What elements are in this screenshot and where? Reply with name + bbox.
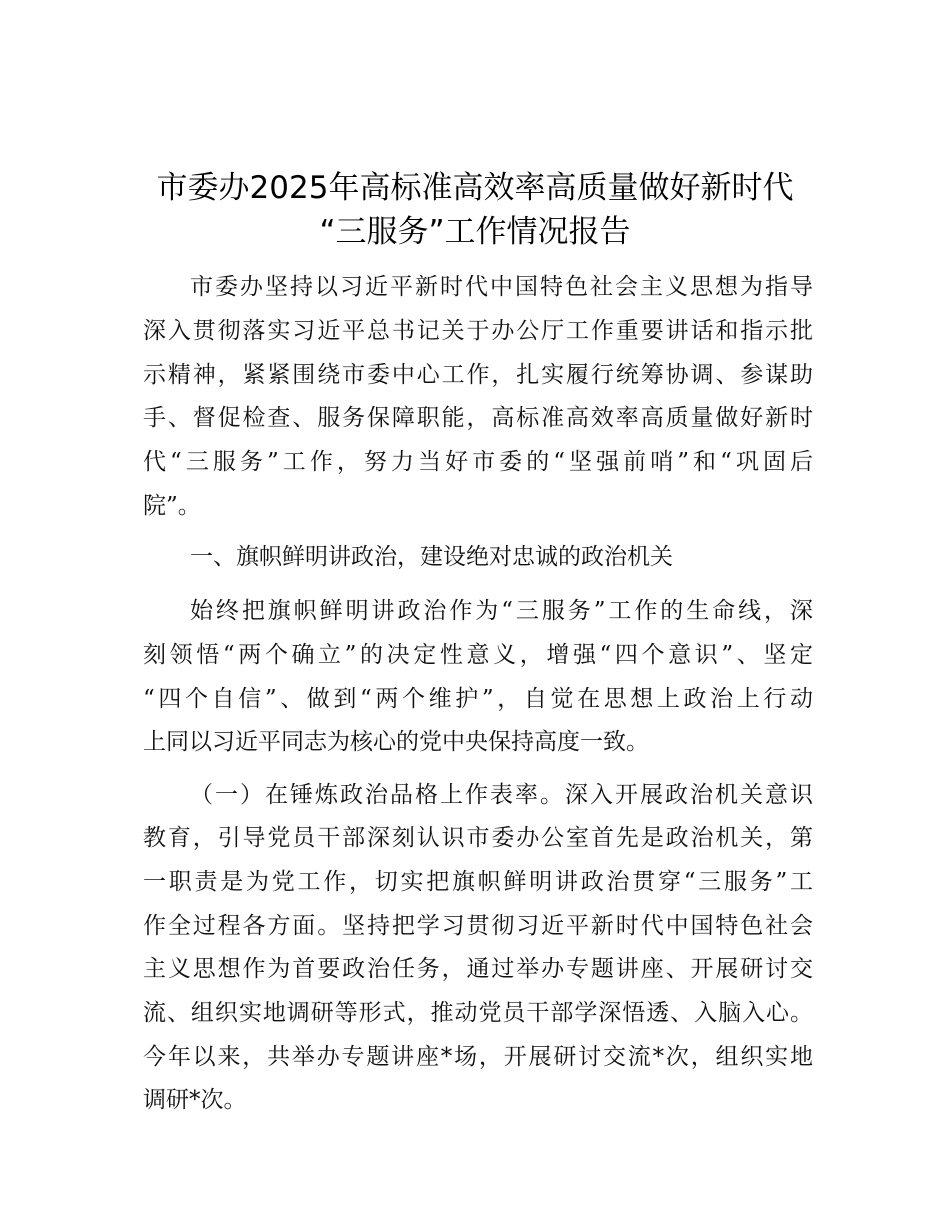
text-line: 始终把旗帜鲜明讲政治作为“三服务”工作的生命线，深: [190, 598, 813, 624]
text-line: 市委办坚持以习近平新时代中国特色社会主义思想为指导: [190, 274, 813, 300]
text-line: 作全过程各方面。坚持把学习贯彻习近平新时代中国特色社会: [143, 913, 813, 939]
text-line: 一、旗帜鲜明讲政治，建设绝对忠诚的政治机关: [190, 544, 673, 570]
text-line: 教育，引导党员干部深刻认识市委办公室首先是政治机关，第: [143, 825, 813, 851]
text-line: 上同以习近平同志为核心的党中央保持高度一致。: [143, 729, 649, 755]
text-line: 今年以来，共举办专题讲座*场，开展研讨交流*次，组织实地: [143, 1044, 813, 1070]
text-line: 代“三服务”工作，努力当好市委的“坚强前哨”和“巩固后: [143, 449, 813, 475]
document-title-line-2: “三服务”工作情况报告: [319, 214, 631, 250]
text-line: 院”。: [143, 493, 201, 519]
text-line: 刻领悟“两个确立”的决定性意义，增强“四个意识”、坚定: [143, 642, 813, 668]
document-title-line-1: 市委办2025年高标准高效率高质量做好新时代: [156, 170, 794, 206]
text-line: 主义思想作为首要政治任务，通过举办专题讲座、开展研讨交: [143, 956, 813, 982]
text-line: “四个自信”、做到“两个维护”，自觉在思想上政治上行动: [143, 686, 813, 712]
text-line: 手、督促检查、服务保障职能，高标准高效率高质量做好新时: [143, 405, 813, 431]
text-line: 示精神，紧紧围绕市委中心工作，扎实履行统筹协调、参谋助: [143, 362, 813, 388]
text-line: 调研*次。: [143, 1087, 247, 1113]
text-line: 深入贯彻落实习近平总书记关于办公厅工作重要讲话和指示批: [143, 318, 813, 344]
text-line: （一）在锤炼政治品格上作表率。深入开展政治机关意识: [190, 782, 813, 808]
text-line: 一职责是为党工作，切实把旗帜鲜明讲政治贯穿“三服务”工: [143, 869, 813, 895]
text-line: 流、组织实地调研等形式，推动党员干部学深悟透、入脑入心。: [143, 1000, 813, 1026]
